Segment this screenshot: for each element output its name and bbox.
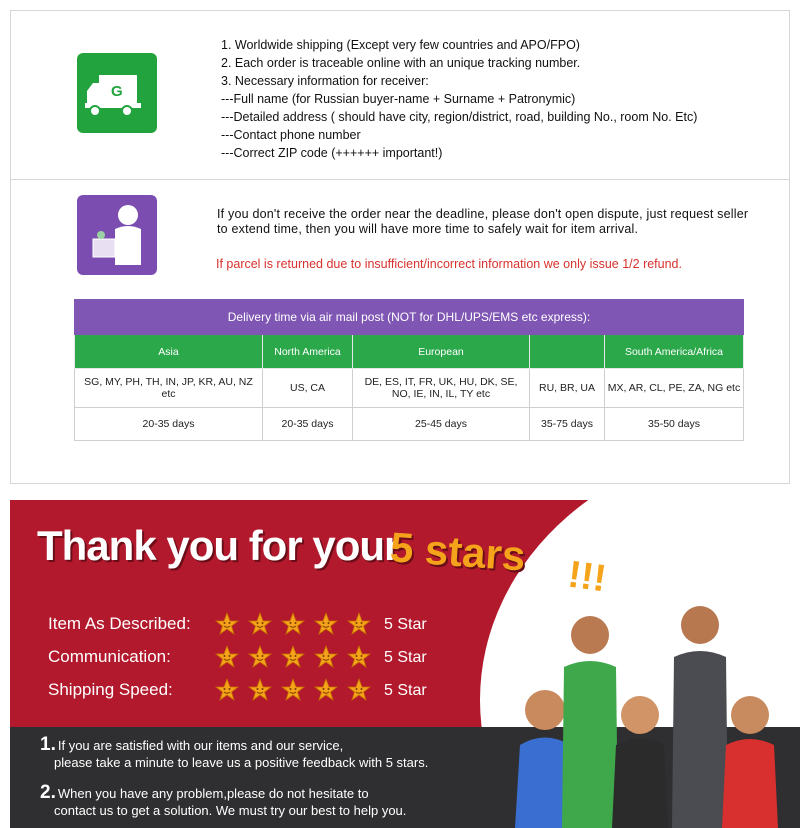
rating-label: Shipping Speed:: [48, 680, 173, 699]
star-icon: [215, 678, 239, 702]
days-cell: 35-75 days: [530, 408, 605, 441]
person-figure: [722, 696, 778, 828]
exclamation-marks: !!!: [565, 553, 609, 601]
shipping-rule: 2. Each order is traceable online with an unique tracking number.: [221, 56, 581, 70]
rating-stars: [215, 645, 380, 671]
person-figure: [672, 606, 728, 828]
days-cell: 35-50 days: [605, 408, 744, 441]
feedback-note-2: [40, 784, 406, 819]
rating-value: 5 Star: [384, 616, 427, 633]
days-cell: 20-35 days: [263, 408, 353, 441]
shipping-rule: 1. Worldwide shipping (Except very few countries and APO/FPO): [221, 38, 580, 52]
rating-communication: [48, 645, 468, 671]
shipping-rule: ---Contact phone number: [221, 128, 361, 142]
star-icon: [248, 645, 272, 669]
star-icon: [215, 612, 239, 636]
star-icon: [248, 612, 272, 636]
shipping-info-panel: [10, 10, 790, 484]
rating-value: 5 Star: [384, 649, 427, 666]
person-figure: [612, 696, 668, 828]
countries-cell: MX, AR, CL, PE, ZA, NG etc: [605, 369, 744, 408]
five-stars-heading: 5 stars: [388, 523, 527, 580]
feedback-banner: [10, 500, 800, 828]
shipping-rule: 3. Necessary information for receiver:: [221, 74, 429, 88]
rating-stars: [215, 612, 380, 638]
countries-cell: DE, ES, IT, FR, UK, HU, DK, SE, NO, IE, IN, IL, TY etc: [353, 369, 530, 408]
delivery-time-table: [74, 299, 744, 441]
star-icon: [347, 678, 371, 702]
rating-stars: [215, 678, 380, 704]
region-header: European: [353, 335, 530, 369]
svg-text:G: G: [111, 83, 123, 100]
group-of-people-photo: [500, 595, 800, 828]
countries-cell: RU, BR, UA: [530, 369, 605, 408]
refund-warning: If parcel is returned due to insufficient/incorrect information we only issue 1/2 refund.: [216, 257, 682, 271]
star-icon: [281, 645, 305, 669]
note-number: 1.: [40, 734, 56, 755]
countries-cell: SG, MY, PH, TH, IN, JP, KR, AU, NZ etc: [75, 369, 263, 408]
days-cell: 20-35 days: [75, 408, 263, 441]
truck-icon: [77, 53, 157, 133]
note-line: contact us to get a solution. We must try our best to help you.: [54, 803, 407, 818]
shipping-rules-list: [221, 36, 697, 162]
note-line: When you have any problem,please do not hesitate to: [57, 786, 369, 801]
countries-cell: US, CA: [263, 369, 353, 408]
star-icon: [215, 645, 239, 669]
rating-label: Communication:: [48, 647, 171, 666]
rating-item-as-described: [48, 612, 468, 638]
rating-shipping-speed: [48, 678, 468, 704]
star-icon: [248, 678, 272, 702]
star-icon: [314, 678, 338, 702]
shipping-rule: ---Full name (for Russian buyer-name + Surname + Patronymic): [221, 92, 576, 106]
star-icon: [281, 678, 305, 702]
shipping-rule: ---Correct ZIP code (++++++ important!): [221, 146, 443, 160]
star-icon: [347, 645, 371, 669]
shipping-rule: ---Detailed address ( should have city, region/district, road, building No., room No. Etc): [221, 110, 698, 124]
region-header: South America/Africa: [605, 335, 744, 369]
star-icon: [314, 612, 338, 636]
note-line: If you are satisfied with our items and our service,: [57, 738, 344, 753]
note-number: 2.: [40, 782, 56, 803]
star-icon: [314, 645, 338, 669]
note-line: please take a minute to leave us a positive feedback with 5 stars.: [54, 755, 429, 770]
table-title: Delivery time via air mail post (NOT for DHL/UPS/EMS etc express):: [75, 300, 744, 335]
rating-label: Item As Described:: [48, 614, 191, 633]
star-icon: [281, 612, 305, 636]
region-header: North America: [263, 335, 353, 369]
region-header: Asia: [75, 335, 263, 369]
dispute-notice: If you don't receive the order near the deadline, please don't open dispute, just request seller to extend time, then you will have more time to safely wait for item arrival.: [217, 207, 749, 236]
region-header: [530, 335, 605, 369]
section-divider: [11, 179, 789, 180]
feedback-note-1: [40, 736, 428, 771]
person-package-icon: [77, 195, 157, 275]
days-cell: 25-45 days: [353, 408, 530, 441]
star-icon: [347, 612, 371, 636]
thanks-heading: Thank you for your: [37, 522, 400, 569]
person-figure: [562, 616, 618, 828]
rating-value: 5 Star: [384, 682, 427, 699]
